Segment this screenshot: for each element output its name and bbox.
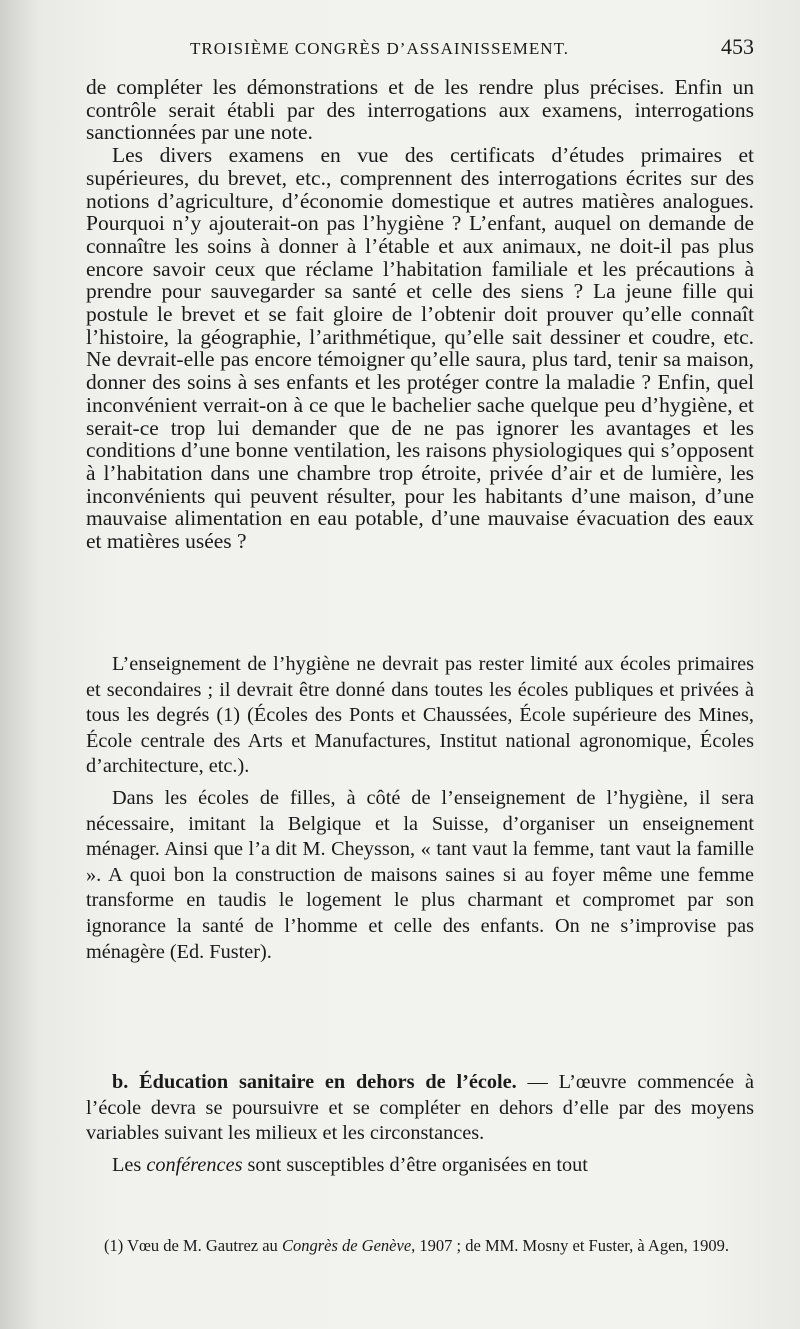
section-heading: b. Éducation sanitaire en dehors de l’école. <box>112 1071 517 1093</box>
running-title: TROISIÈME CONGRÈS D’ASSAINISSEMENT. <box>190 39 569 58</box>
running-header <box>190 34 754 60</box>
paragraph: Dans les écoles de filles, à côté de l’enseignement de l’hygiène, il sera nécessaire, imitant la Belgique et la Suisse, d’organiser un enseignement ménager. Ainsi que l’a dit M. Cheysson, « tant vaut la femme, tant vaut la famille ». A quoi bon la construction de maisons saines si au foyer même une femme transforme en taudis le logement le plus charmant et compromet par son ignorance la santé de l’homme et celle des enfants. On ne s’improvise pas ménagère (Ed. Fuster). <box>86 786 754 963</box>
paragraph: Les divers examens en vue des certificats d’études primaires et supérieures, du brevet, etc., comprennent des interrogations écrites sur des notions d’agriculture, d’économie domestique et autres matières analogues. Pourquoi n’y ajouterait-on pas l’hygiène ? L’enfant, auquel on demande de connaître les soins à donner à l’étable et aux animaux, ne doit-il pas plus encore savoir ceux que réclame l’habitation familiale et les précautions à prendre pour sauvegarder sa santé et celle des siens ? La jeune fille qui postule le brevet et se fait gloire de l’obtenir doit prouver qu’elle connaît l’histoire, la géographie, l’arithmétique, qu’elle sait dessiner et coudre, etc. Ne devrait-elle pas encore témoigner qu’elle saura, plus tard, tenir sa maison, donner des soins à ses enfants et les protéger contre la maladie ? Enfin, quel inconvénient verrait-on à ce que le bachelier sache quelque peu d’hygiène, et serait-ce trop lui demander que de ne pas ignorer les avantages et les conditions d’une bonne ventilation, les raisons physiologiques qui s’opposent à l’habitation dans une chambre trop étroite, privée d’air et de lumière, les inconvénients qui peuvent résulter, pour les habitants d’une maison, d’une mauvaise alimentation en eau potable, d’une mauvaise évacuation des eaux et matières usées ? <box>86 143 754 554</box>
paragraph: de compléter les démonstrations et de les rendre plus précises. Enfin un contrôle serait établi par des interrogations aux examens, interrogations sanctionnées par une note. <box>86 75 754 145</box>
footnote-rest: , 1907 ; de MM. Mosny et Fuster, à Agen, 1909. <box>411 1236 730 1255</box>
section-text: — L’œuvre commencée à l’école devra se poursuivre et se compléter en dehors d’elle par des moyens variables suivant les milieux et les circonstances. <box>86 1071 754 1145</box>
text-block-3 <box>86 1070 754 1178</box>
text-block-2 <box>86 652 754 965</box>
paragraph <box>86 1153 754 1179</box>
footnote-start: (1) Vœu de M. Gautrez au <box>104 1236 282 1255</box>
italic-term: conférences <box>146 1153 243 1176</box>
text-block-1 <box>86 76 754 553</box>
page-number: 453 <box>721 34 754 59</box>
footnote <box>86 1235 754 1257</box>
paragraph-start: Les <box>112 1153 147 1176</box>
paragraph: L’enseignement de l’hygiène ne devrait pas rester limité aux écoles primaires et secondaires ; il devrait être donné dans toutes les écoles publiques et privées à tous les degrés (1) (Écoles des Ponts et Chaussées, École supérieure des Mines, École centrale des Arts et Manufactures, Institut national agronomique, Écoles d’architecture, etc.). <box>86 653 754 778</box>
footnote-italic: Congrès de Genève <box>281 1236 412 1255</box>
paragraph-rest: sont susceptibles d’être organisées en tout <box>242 1153 588 1176</box>
section-paragraph <box>86 1070 754 1147</box>
